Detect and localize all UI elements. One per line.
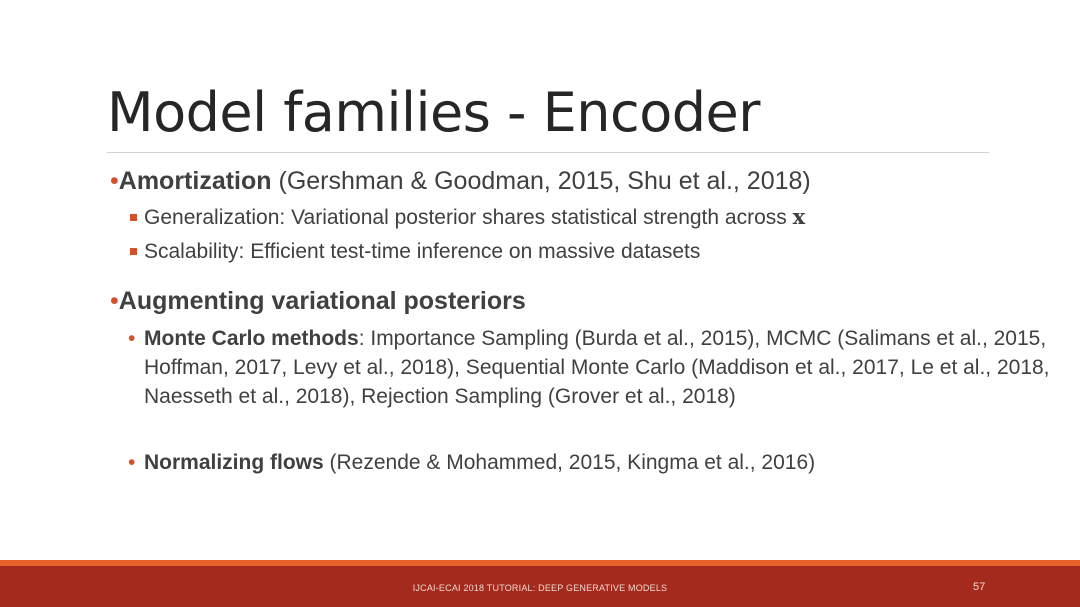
square-bullet-icon — [130, 248, 137, 255]
sub-bullet-text: (Rezende & Mohammed, 2015, Kingma et al., 2016) — [323, 451, 816, 474]
sub-bullet-head: Monte Carlo methods — [144, 327, 359, 350]
bullet-augmenting — [110, 286, 526, 316]
sub-bullet-head: Normalizing flows — [144, 451, 324, 474]
sub-bullet-text: Generalization: Variational posterior shares statistical strength across — [144, 206, 793, 229]
bullet-citation: (Gershman & Goodman, 2015, Shu et al., 2018) — [271, 167, 811, 195]
bullet-dot-icon: • — [128, 451, 136, 474]
bullet-dot-icon: • — [110, 287, 119, 315]
title-divider — [107, 152, 989, 153]
sub-bullet-generalization — [130, 202, 805, 232]
math-variable: x — [792, 204, 806, 229]
bullet-dot-icon: • — [128, 327, 136, 350]
bullet-head: Augmenting variational posteriors — [118, 287, 526, 315]
bullet-head: Amortization — [118, 167, 272, 195]
sub-bullet-scalability — [130, 237, 700, 266]
sub-bullet-monte-carlo — [128, 324, 1054, 411]
footer-text: IJCAI-ECAI 2018 TUTORIAL: DEEP GENERATIVE MODELS — [412, 583, 668, 593]
page-number: 57 — [973, 581, 986, 593]
sub-bullet-text: : Importance Sampling (Burda et al., 2015), MCMC (Salimans et al., 2015, Hoffman, 2017, Levy et al., 2018), Sequential Monte Carlo (Maddison et al., 2017, Le et al., 2018, Naesseth et al., 2018), Rejection Sampling (Grover et al., 2018) — [144, 327, 1050, 408]
bullet-dot-icon: • — [110, 167, 119, 195]
bullet-amortization — [110, 166, 811, 196]
slide-title: Model families - Encoder — [107, 81, 760, 144]
sub-bullet-normalizing-flows — [128, 448, 1054, 477]
square-bullet-icon — [130, 214, 137, 221]
sub-bullet-text: Scalability: Efficient test-time inference on massive datasets — [144, 240, 701, 263]
